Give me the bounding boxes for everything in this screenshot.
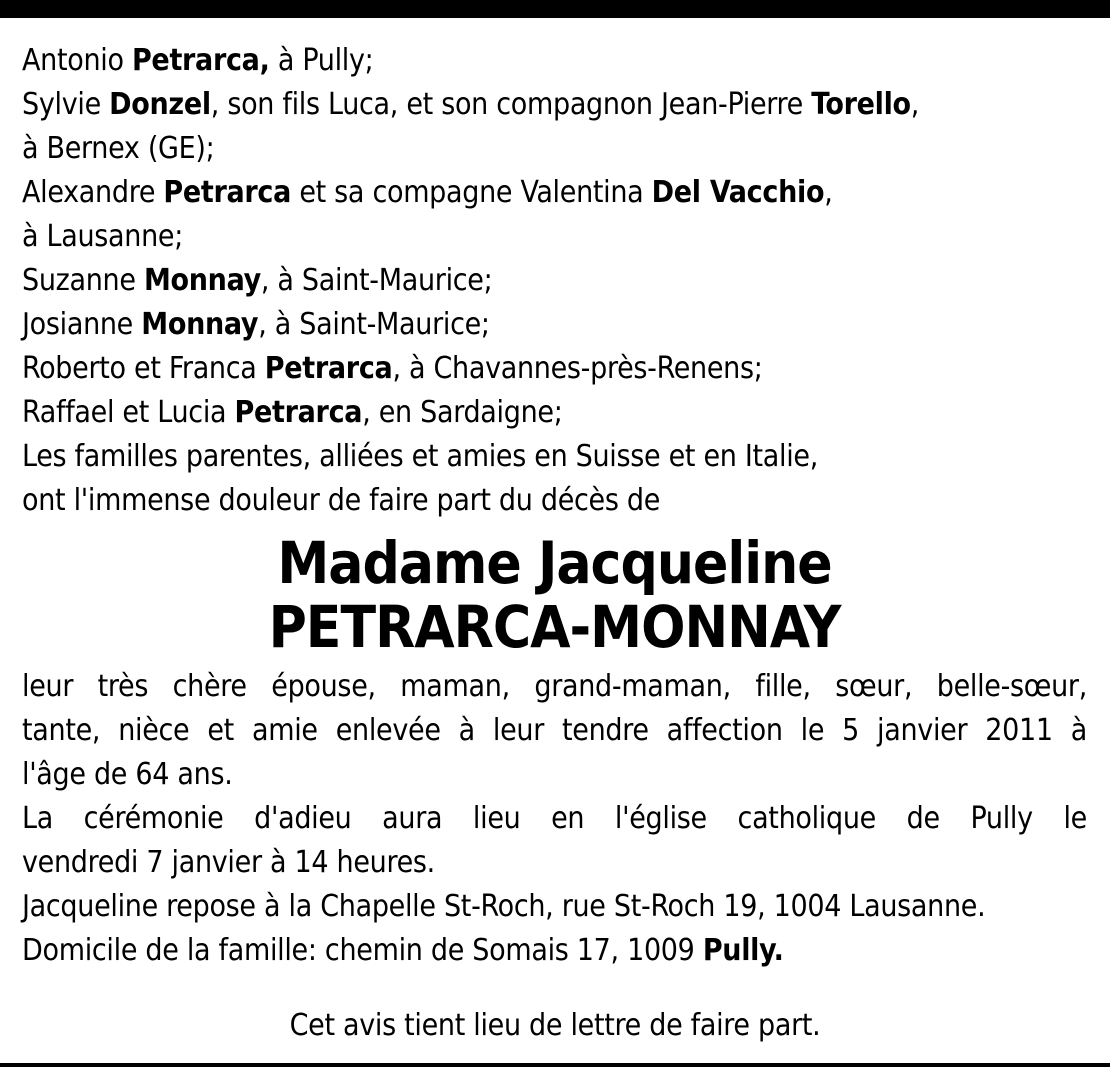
- family-line-4: [22, 171, 832, 215]
- surname: Petrarca: [163, 175, 292, 210]
- text-segment: et sa compagne Valentina: [291, 175, 652, 210]
- deceased-name-line-1: Madame Jacqueline: [277, 529, 832, 597]
- family-line-10: [22, 435, 818, 479]
- text-segment: Suzanne: [22, 263, 144, 298]
- text-segment: Sylvie: [22, 87, 110, 122]
- rest-line: Jacqueline repose à la Chapelle St-Roch, rue St-Roch 19, 1004 Lausanne.: [22, 889, 986, 924]
- family-line-8: [22, 347, 763, 391]
- text-segment: à Lausanne;: [22, 219, 184, 254]
- surname: Monnay: [141, 307, 259, 342]
- text-segment: Josianne: [22, 307, 142, 342]
- text-segment: , en Sardaigne;: [362, 395, 563, 430]
- family-line-3: [22, 127, 214, 171]
- top-border: [0, 0, 1110, 18]
- surname: Donzel: [109, 87, 211, 122]
- tribute-line: tante, nièce et amie enlevée à leur tendre affection le 5 janvier 2011 à: [22, 713, 1087, 748]
- text-segment: Raffael et Lucia: [22, 395, 235, 430]
- text-segment: ,: [910, 87, 920, 122]
- domicile-town: Pully.: [702, 933, 784, 968]
- rest-paragraph: [22, 885, 1087, 929]
- notice-content: [22, 39, 1087, 973]
- text-segment: , à Saint-Maurice;: [258, 307, 490, 342]
- surname: Petrarca: [264, 351, 393, 386]
- text-segment: Les familles parentes, alliées et amies en Suisse et en Italie,: [22, 439, 818, 474]
- surname: Petrarca,: [131, 43, 270, 78]
- text-segment: à Bernex (GE);: [22, 131, 215, 166]
- surname: Petrarca: [234, 395, 363, 430]
- surname: Monnay: [143, 263, 261, 298]
- domicile-line: [22, 929, 784, 973]
- deceased-name: [22, 531, 1087, 659]
- tribute-paragraph: [22, 665, 1087, 797]
- text-segment: , à Chavannes-près-Renens;: [392, 351, 763, 386]
- closing-note: Cet avis tient lieu de lettre de faire part.: [289, 1008, 821, 1043]
- text-segment: Alexandre: [22, 175, 164, 210]
- text-segment: Domicile de la famille: chemin de Somais 17, 1009: [22, 933, 703, 968]
- ceremony-paragraph: [22, 797, 1087, 885]
- tribute-line: leur très chère épouse, maman, grand-maman, fille, sœur, belle-sœur,: [22, 669, 1087, 704]
- text-segment: Antonio: [22, 43, 132, 78]
- text-segment: Roberto et Franca: [22, 351, 265, 386]
- text-segment: , à Saint-Maurice;: [260, 263, 493, 298]
- family-line-1: [22, 39, 373, 83]
- family-line-2: [22, 83, 919, 127]
- family-line-9: [22, 391, 563, 435]
- ceremony-line: La cérémonie d'adieu aura lieu en l'église catholique de Pully le: [22, 801, 1087, 836]
- family-line-11: [22, 479, 660, 523]
- ceremony-line: vendredi 7 janvier à 14 heures.: [22, 845, 435, 880]
- family-line-7: [22, 303, 490, 347]
- surname: Del Vacchio: [651, 175, 825, 210]
- deceased-name-line-2: PETRARCA-MONNAY: [268, 593, 841, 661]
- text-segment: à Pully;: [269, 43, 374, 78]
- bottom-border: [0, 1063, 1110, 1067]
- text-segment: , son fils Luca, et son compagnon Jean-Pierre: [210, 87, 812, 122]
- tribute-line: l'âge de 64 ans.: [22, 757, 233, 792]
- family-line-5: [22, 215, 183, 259]
- text-segment: ont l'immense douleur de faire part du décès de: [22, 483, 661, 518]
- surname: Torello: [811, 87, 911, 122]
- family-line-6: [22, 259, 492, 303]
- text-segment: ,: [824, 175, 833, 210]
